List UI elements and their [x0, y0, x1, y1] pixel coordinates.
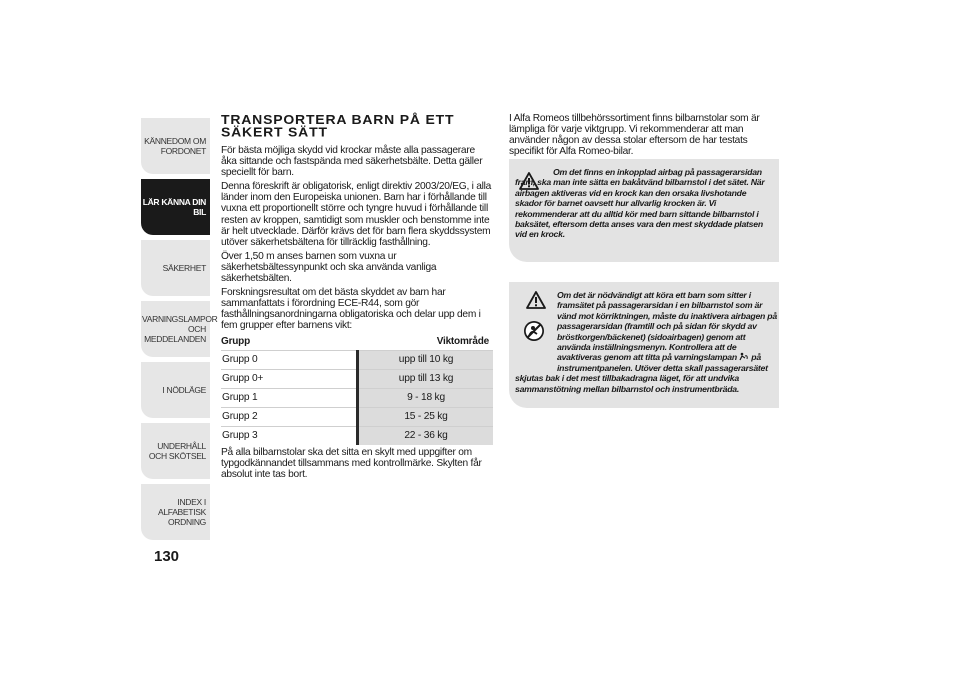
- header-group: Grupp: [221, 335, 250, 347]
- table-row: [221, 426, 493, 445]
- table-header: [221, 333, 493, 351]
- weight-cell: 9 - 18 kg: [358, 388, 494, 407]
- weight-cell: upp till 13 kg: [358, 369, 494, 388]
- weight-cell: 22 - 36 kg: [358, 426, 494, 445]
- warning-box-airbag: [509, 159, 779, 262]
- paragraph-type-approval: På alla bilbarnstolar ska det sitta en skylt med uppgifter om typgodkännandet tillsammans med kontrollmärke. Skylten får absolut inte tas bort.: [221, 446, 482, 480]
- left-column: [221, 113, 493, 483]
- weight-cell: 15 - 25 kg: [358, 407, 494, 426]
- tab-varningslampor[interactable]: VARNINGSLAMPOR OCH MEDDELANDEN: [141, 301, 210, 357]
- table-row: [221, 407, 493, 426]
- warning-box-passenger-seat: [509, 282, 779, 408]
- group-cell: Grupp 0+: [221, 369, 358, 388]
- right-column: [509, 113, 779, 160]
- paragraph-intro: För bästa möjliga skydd vid krockar måste alla passagerare åka sittande och fastspända med säkerhetsbälte. Detta gäller speciellt för barn.: [221, 145, 483, 179]
- paragraph-adult-height: Över 1,50 m anses barnen som vuxna ur säkerhetsbältessynpunkt och ska använda vanliga säkerhetsbälten.: [221, 250, 437, 285]
- weight-cell: upp till 10 kg: [358, 350, 494, 369]
- group-cell: Grupp 2: [221, 407, 358, 426]
- weight-group-table: [221, 333, 493, 445]
- chapter-tabs: [141, 118, 218, 545]
- paragraph-ece-r44: Forskningsresultat om det bästa skyddet av barn har sammanfattats i förordning ECE-R44, som gör fasthållningsanordningarna obligatoriska och delar upp dem i fem grupper efter barnens vikt:: [221, 287, 481, 332]
- tab-lar-kanna-din-bil[interactable]: LÄR KÄNNA DIN BIL: [141, 179, 210, 235]
- tab-index[interactable]: INDEX I ALFABETISK ORDNING: [141, 484, 210, 540]
- group-cell: Grupp 1: [221, 388, 358, 407]
- group-cell: Grupp 0: [221, 350, 358, 369]
- table-row: [221, 350, 493, 369]
- warning-text: Om det finns en inkopplad airbag på passagerarsidan fram, ska man inte sätta en bakåtvänd bilbarnstol i det sätet. När airbagen aktiveras vid en krock kan den orsaka livshotande skador för barnet oavsett hur allvarlig krocken är. Vi rekommenderar att du alltid kör med barn sittande bilbarnstol i baksätet, eftersom detta anses vara den mest skyddade platsen vid en krock.: [515, 167, 765, 240]
- page-title: TRANSPORTERA BARN PÅ ETT SÄKERT SÄTT: [221, 111, 455, 140]
- tab-underhall-och-skotsel[interactable]: UNDERHÅLL OCH SKÖTSEL: [141, 423, 210, 479]
- group-cell: Grupp 3: [221, 426, 358, 445]
- table-row: [221, 369, 493, 388]
- tab-i-nodlage[interactable]: I NÖDLÄGE: [141, 362, 210, 418]
- paragraph-directive: Denna föreskrift är obligatorisk, enligt direktiv 2003/20/EG, i alla länder inom den Europeiska unionen. Barn har i förhållande till vuxna ett proportionellt större och tyngre huvud i förhållande till resten av kroppen, samtidigt som muskler och benstomme inte är helt utvecklade. Därför krävs det för barn flera skyddssystem utöver säkerhetsbältena för tillräcklig fasthållning.: [221, 181, 492, 248]
- airbag-warning-lamp-icon: [739, 352, 749, 361]
- tab-sakerhet[interactable]: SÄKERHET: [141, 240, 210, 296]
- header-weight: Viktområde: [436, 335, 489, 347]
- paragraph-alfa-romeo-seats: I Alfa Romeos tillbehörssortiment finns bilbarnstolar som är lämpliga för varje viktgrupp. Vi rekommenderar att man använder någon av dessa stolar eftersom de har testats specifikt för Alfa Romeo-bilar.: [509, 113, 760, 158]
- warning-text: Om det är nödvändigt att köra ett barn som sitter i framsätet på passagerarsidan i en bilbarnstol som är vänd mot körriktningen, måste du inaktivera airbagen på passagerarsidan (framtill och på sidan för skydd av bröstkorgen/bäckenet) (sidoairbagen) genom att använda inställningsmenyn. Kontrollera att de avaktiveras genom att titta på varningslampan på instrumentpanelen. Utöver detta skall passagerarsätet skjutas bak i det mest tillbakadragna läget, för att undvika sammanstötning mellan bilbarnstol och instrumentbräda.: [515, 290, 777, 394]
- tab-kannedom-om-fordonet[interactable]: KÄNNEDOM OM FORDONET: [141, 118, 210, 174]
- table-row: [221, 388, 493, 407]
- page-number: 130: [154, 548, 180, 565]
